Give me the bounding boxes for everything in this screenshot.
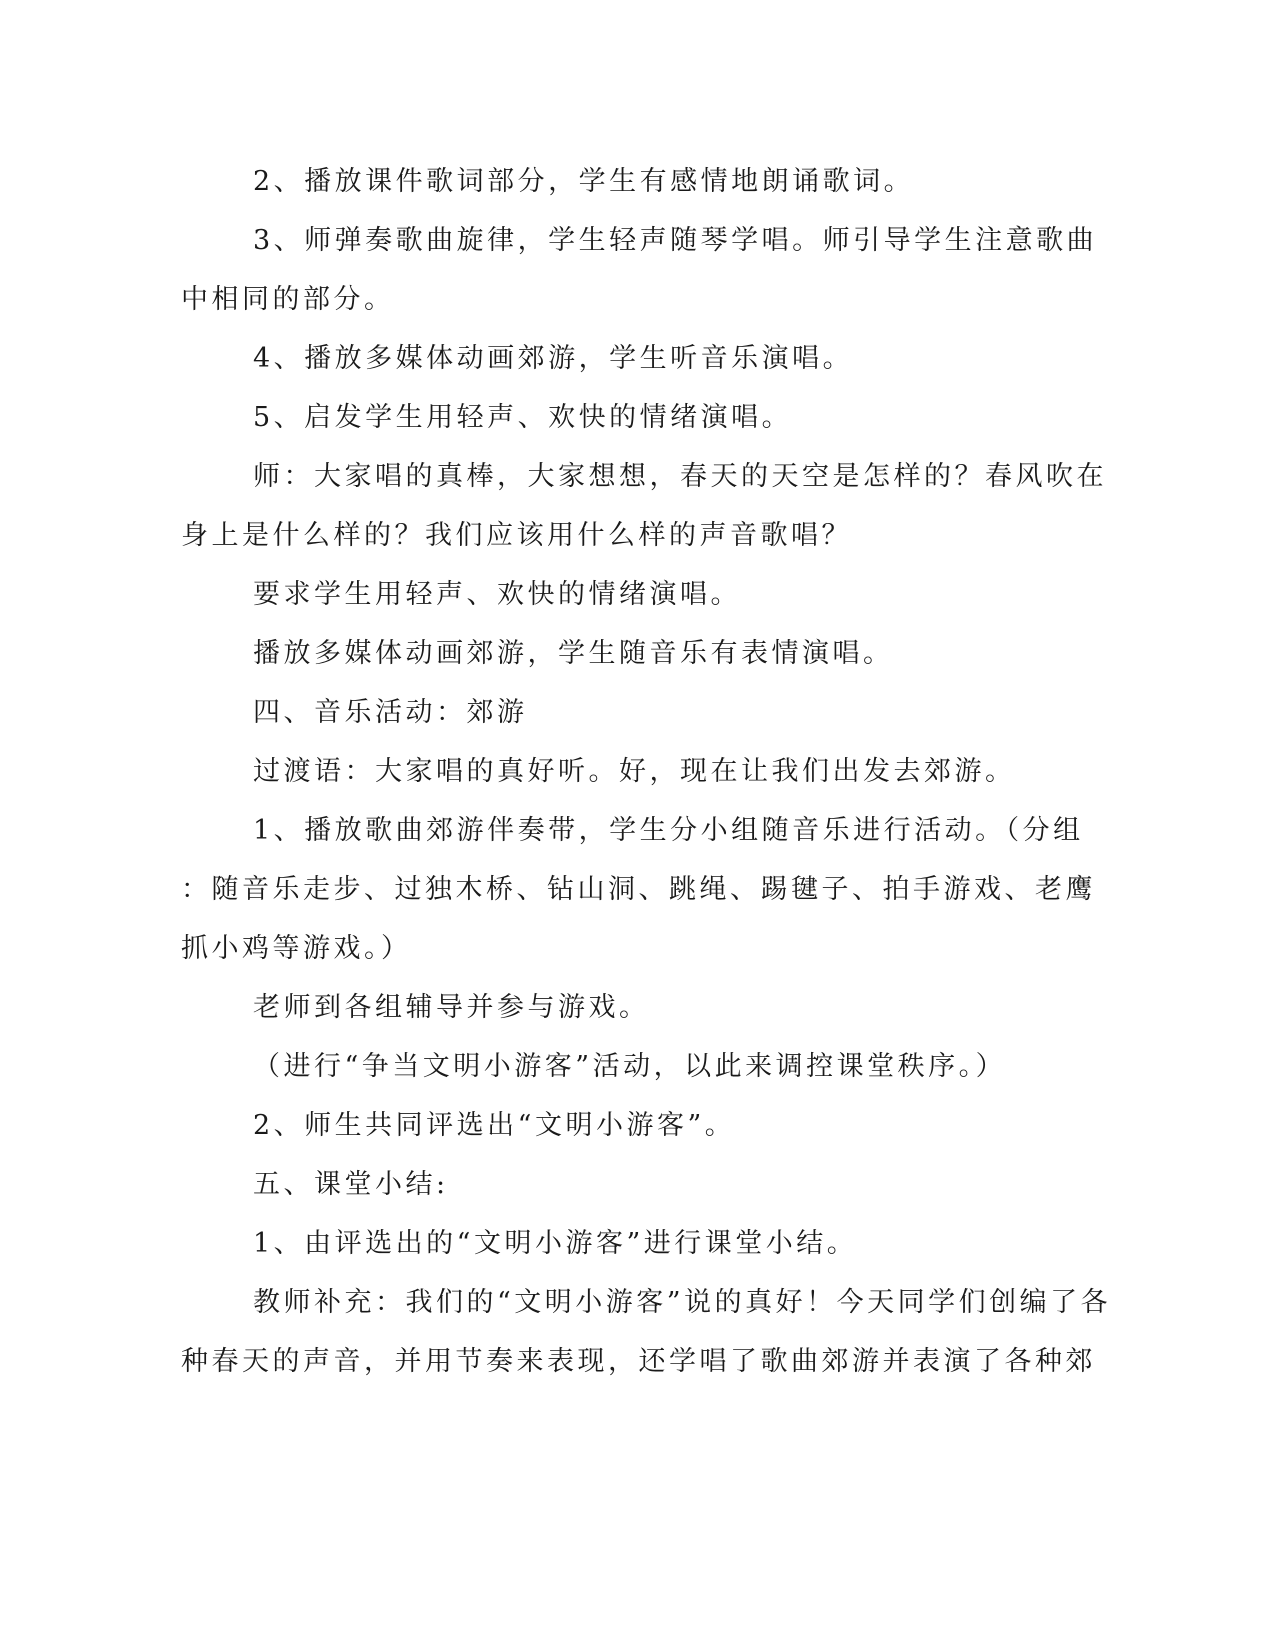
paragraph-teacher-guidance: 老师到各组辅导并参与游戏。: [253, 992, 650, 1023]
paragraph-requirement: 要求学生用轻声、欢快的情绪演唱。: [253, 579, 741, 610]
paragraph-activity-1: 1、播放歌曲郊游伴奏带，学生分小组随音乐进行活动。（分组: [253, 815, 1084, 846]
paragraph-teacher-question: 师：大家唱的真棒，大家想想，春天的天空是怎样的？春风吹在: [253, 461, 1107, 492]
paragraph-teacher-question-cont: 身上是什么样的？我们应该用什么样的声音歌唱？: [181, 520, 852, 551]
section-heading-summary: 五、课堂小结:: [253, 1169, 449, 1200]
paragraph-activity-1-end: 抓小鸡等游戏。）: [181, 933, 412, 964]
paragraph-teacher-supplement-cont: 种春天的声音，并用节奏来表现，还学唱了歌曲郊游并表演了各种郊: [181, 1346, 1096, 1377]
paragraph-step-2: 2、播放课件歌词部分，学生有感情地朗诵歌词。: [253, 166, 915, 197]
paragraph-step-5: 5、启发学生用轻声、欢快的情绪演唱。: [253, 402, 793, 433]
paragraph-civil-tourist-activity: （进行“争当文明小游客”活动，以此来调控课堂秩序。）: [253, 1051, 1007, 1082]
paragraph-step-3: 3、师弹奏歌曲旋律，学生轻声随琴学唱。师引导学生注意歌曲: [253, 225, 1098, 256]
paragraph-summary-1: 1、由评选出的“文明小游客”进行课堂小结。: [253, 1228, 858, 1259]
paragraph-teacher-supplement: 教师补充：我们的“文明小游客”说的真好！今天同学们创编了各: [253, 1287, 1112, 1318]
paragraph-transition: 过渡语：大家唱的真好听。好，现在让我们出发去郊游。: [253, 756, 1016, 787]
paragraph-play-animation: 播放多媒体动画郊游，学生随音乐有表情演唱。: [253, 638, 894, 669]
paragraph-step-4: 4、播放多媒体动画郊游，学生听音乐演唱。: [253, 343, 854, 374]
paragraph-step-3-cont: 中相同的部分。: [181, 284, 395, 315]
paragraph-activity-1-cont: ：随音乐走步、过独木桥、钻山洞、跳绳、踢毽子、拍手游戏、老鹰: [181, 874, 1096, 905]
paragraph-activity-2: 2、师生共同评选出“文明小游客”。: [253, 1110, 736, 1141]
section-heading-activity: 四、音乐活动：郊游: [253, 697, 528, 728]
